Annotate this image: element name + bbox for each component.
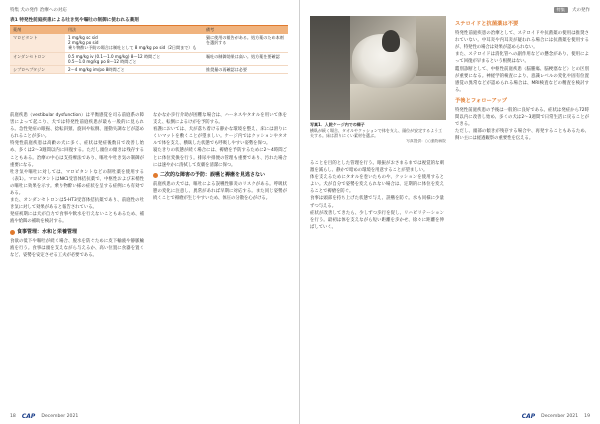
table-title: 表1 特発性前庭疾患による吐き気や嘔吐の制御に使われる薬剤: [10, 18, 139, 23]
table-header-drug: 薬剤: [10, 26, 65, 34]
body-paragraph: 特発性前庭疾患は高齢の犬に多く、症状は発症後数日で改善し始め、多くは2〜3週間以内に回復する。ただし頭位の傾きは残存することもある。治療の中心は支持療法であり、嘔吐や吐き気の制御が重要になる。: [10, 141, 144, 168]
section-heading: [10, 229, 144, 236]
photo-cabinet: [310, 16, 350, 120]
body-paragraph: 看護においては、犬が落ち着ける静かな環境を整え、床には滑りにくいマットを敷くことが望ましい。ケージ内ではクッションやタオルで体を支え、横臥した状態でも呼吸しやすい姿勢を保つ。: [153, 127, 287, 147]
body-paragraph: 寝たきりの状態が続く場合には、褥瘡を予防するために2〜4時間ごとに体位変換を行う。排尿や排便の管理も重要であり、汚れた場合には速やかに清拭して皮膚を清潔に保つ。: [153, 148, 287, 168]
table-cell-drug: オンダンセトロン: [10, 52, 65, 65]
header-text: 犬の発作: [572, 8, 590, 13]
photo-dog-ear: [382, 30, 400, 52]
right-column-b-wrap: [455, 17, 589, 143]
drug-table-block: [10, 17, 288, 74]
section-heading: 予後とフォローアップ: [455, 97, 508, 104]
body-paragraph: ただし、頭部の傾きが残存する場合や、再発することもあるため、飼い主には経過観察の重要性を伝える。: [455, 129, 589, 142]
table-cell-dose: 2〜4 mg/kg im/po 8時間ごと: [65, 66, 203, 74]
body-paragraph: 前庭疾患の犬では、嘔吐による誤嚥性肺炎のリスクがある。呼吸状態の変化に注意し、異常があれば早期に対応する。また同じ姿勢が続くことで褥瘡が生じやすいため、体圧の分散を心がける。: [153, 181, 287, 202]
bullet-dot-icon: [10, 230, 15, 235]
table-header-row: [10, 26, 288, 34]
left-column-2: [153, 112, 287, 259]
bullet-dot-icon: [153, 173, 158, 178]
magazine-logo: CAP: [521, 413, 536, 420]
body-paragraph: 吐き気や嘔吐に対しては、マロピタントなどの制吐薬を使用する（表1）。マロピタントはNK1受容体拮抗薬で、中枢性および末梢性の嘔吐に効果を示す。乗り物酔い様の症状を呈する症例にも有効である。: [10, 169, 144, 197]
body-paragraph: 発症初期には犬が自力で食事や飲水を行えないこともあるため、補液や給餌の補助を検討する。: [10, 212, 144, 225]
left-page-footer: [10, 413, 78, 420]
photo-box: [416, 16, 446, 76]
body-paragraph: 食事は頭部を持ち上げた状態で与え、誤嚥を防ぐ。水も同様に少量ずつ与える。: [310, 196, 444, 209]
body-paragraph: なかなか歩行介助が困難な場合は、ハーネスやタオルを用いて体を支え、転倒によるけがを予防する。: [153, 113, 287, 126]
table-row: [10, 52, 288, 65]
table-row: [10, 34, 288, 52]
issue-date: December 2021: [41, 414, 79, 419]
body-paragraph: 食欲の低下や嘔吐が続く場合、脱水を防ぐために皮下輸液や静脈輸液を行う。食事は頭を支えながら与えるか、高い位置に食器を置くなど、姿勢を安定させる工夫が必要である。: [10, 238, 144, 258]
section-heading: ステロイドと抗菌薬は不要: [455, 21, 519, 27]
table-header-dose: 用法: [65, 26, 203, 34]
photo-credit: 写真提供：○○動物病院: [406, 138, 446, 143]
table-row: [10, 66, 288, 74]
left-page-header: 特集 犬の発作 治療への対応: [10, 8, 67, 13]
magazine-logo: CAP: [21, 413, 36, 420]
body-paragraph: 特発性前庭疾患の治療として、ステロイドや抗菌薬の使用は推奨されていない。中耳炎や内耳炎が疑われる場合には抗菌薬を使用するが、特発性の場合は効果が認められない。: [455, 31, 589, 51]
section-heading: [153, 172, 287, 179]
table-cell-dose: 1 mg/kg sc sid 2 mg/kg po sid 乗り物酔い予防の場合は制吐として 8 mg/kg po sid（2日間まで）も: [65, 34, 203, 52]
body-paragraph: 特発性前庭疾患の予後は一般的に良好である。症状は発症から72時間以内に改善し始め、多くの犬は2〜3週間で日常生活に戻ることができる。: [455, 108, 589, 128]
table-cell-note: 嘔吐の制御効果は高い。処方薬を要確認: [203, 52, 288, 65]
page-number: 18: [10, 414, 16, 419]
right-column-a: [310, 160, 444, 231]
body-paragraph: 鑑別診断として、中枢性前庭疾患（脳腫瘍、脳梗塞など）との区別が重要になる。神経学的検査により、意識レベルの変化や固有位置感覚の異常などが認められる場合は、MRI検査などの精査を検討する。: [455, 66, 589, 93]
body-paragraph: また、オンダンセトロンは5-HT3受容体拮抗薬であり、前庭性の吐き気に対して効果があると報告されている。: [10, 198, 144, 211]
photo-caption: [310, 122, 446, 144]
table-cell-dose: 0.5 mg/kg iv (0.1〜1.0 mg/kg) 8〜12 時間ごと 0.5〜1.0 mg/kg po 8〜12 時間ごと: [65, 52, 203, 65]
table-header-note: 備考: [203, 26, 288, 34]
body-paragraph: 前庭疾患（vestibular dysfunction）は平衡感覚を司る前庭系の障害によって起こり、犬では特発性前庭疾患が最も一般的に見られる。急性発症の眼振、捻転斜頸、旋回や転倒、運動失調などが認められることが多い。: [10, 113, 144, 140]
page-number: 19: [584, 414, 590, 419]
photo-towel: [350, 84, 446, 120]
body-paragraph: ることを目的とした管理を行う。眼振がおさまるまでは視覚的な刺激を減らし、静かで暗めの環境を用意することが望ましい。: [310, 161, 444, 174]
right-column-a-wrap: [310, 160, 444, 231]
right-page-footer: [522, 413, 590, 420]
right-page: [300, 0, 600, 424]
table-cell-drug: シプロヘプタジン: [10, 66, 65, 74]
photo-caption-text: 横臥が続く場合、タオルやクッションで体を支え、頭位が安定するよう工夫する。床は滑りにくい素材を選ぶ。: [310, 127, 443, 139]
right-column-b: [455, 17, 589, 143]
dog-photo: [310, 16, 446, 120]
body-paragraph: 体を支えるためにタオルを巻いたものや、クッションを使用するとよい。犬が自分で姿勢を変えられない場合は、定期的に体位を変えることで褥瘡を防ぐ。: [310, 175, 444, 195]
table-cell-note: 猫に使用の報告がある。処方薬のため本剤を選択する: [203, 34, 288, 52]
body-paragraph: 症状が改善してきたら、少しずつ歩行を促し、リハビリテーションを行う。最初は体を支えながら短い距離を歩かせ、徐々に距離を伸ばしていく。: [310, 210, 444, 230]
body-paragraph: また、ステロイドは消化管への副作用などの懸念があり、使用によって回復が早まるという根拠はない。: [455, 52, 589, 65]
left-page-columns: [10, 112, 287, 259]
section-heading-text: 食事管理：水和と栄養管理: [17, 228, 78, 235]
section-heading-text: 二次的な障害の予防：誤嚥と褥瘡を見逃さない: [160, 171, 266, 178]
table-cell-note: 推奨量の再確認は必要: [203, 66, 288, 74]
section-tag: 特集: [554, 7, 568, 13]
issue-date: December 2021: [541, 414, 579, 419]
left-column-1: [10, 112, 144, 259]
drug-table: [10, 26, 288, 74]
photo-caption-title: 写真1．入院ケージ内での様子: [310, 122, 365, 127]
right-page-header: [554, 7, 590, 13]
table-cell-drug: マロピタント: [10, 34, 65, 52]
